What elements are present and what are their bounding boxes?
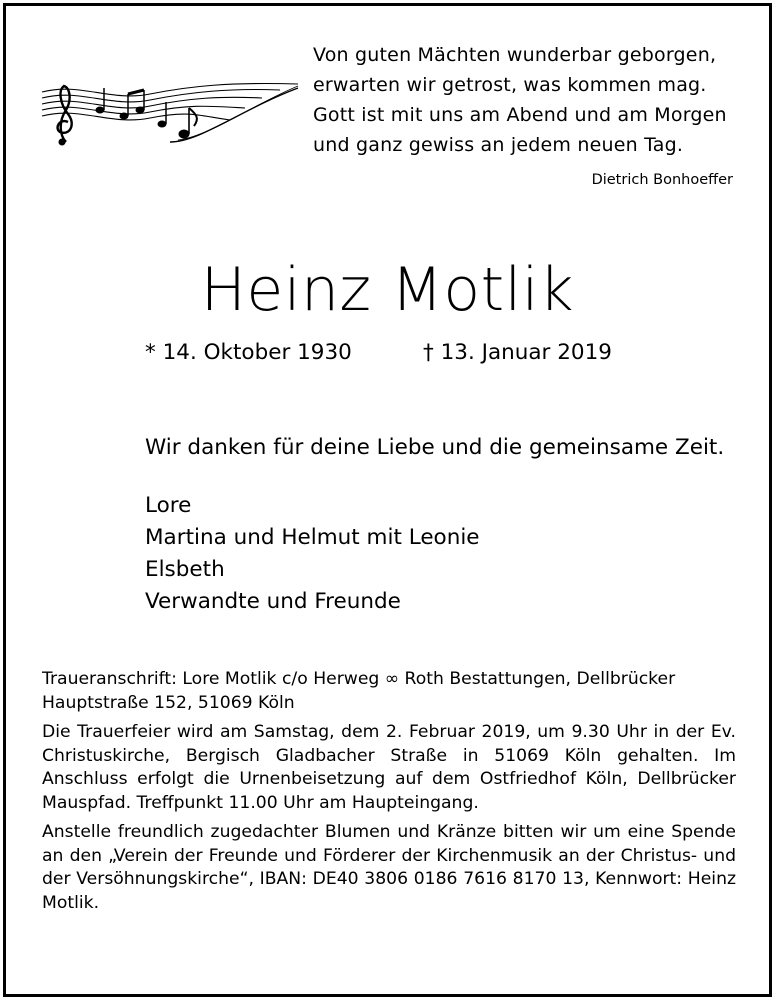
death-date: † 13. Januar 2019	[423, 340, 612, 365]
birth-date: * 14. Oktober 1930	[145, 340, 352, 365]
mourner-name: Elsbeth	[145, 557, 225, 582]
poem-line: Von guten Mächten wunderbar geborgen,	[313, 44, 717, 66]
poem-author: Dietrich Bonhoeffer	[591, 172, 733, 188]
life-dates	[145, 340, 612, 365]
mourning-address: Traueranschrift: Lore Motlik c/o Herweg ∞ Roth Bestattungen, Dellbrücker Hauptstraße 152, 51069 Köln	[42, 669, 676, 713]
ceremony-details: Die Trauerfeier wird am Samstag, dem 2. Februar 2019, um 9.30 Uhr in der Ev. Christuskirche, Bergisch Gladbacher Straße in 51069 Köln gehalten. Im Anschluss erfolgt die Urnenbeisetzung auf dem Ostfriedhof Köln, Dellbrücker Mauspfad. Treffpunkt 11.00 Uhr am Haupteingang.	[42, 722, 736, 813]
poem-line: Gott ist mit uns am Abend und am Morgen	[313, 104, 727, 126]
mourners-list	[145, 490, 480, 618]
poem-line: erwarten wir getrost, was kommen mag.	[313, 74, 707, 96]
poem-line: und ganz gewiss an jedem neuen Tag.	[313, 134, 684, 156]
music-staff-icon	[40, 80, 300, 160]
mourner-name: Verwandte und Freunde	[145, 589, 401, 614]
thanks-text: Wir danken für deine Liebe und die gemeinsame Zeit.	[145, 435, 725, 460]
mourner-name: Martina und Helmut mit Leonie	[145, 525, 480, 550]
funeral-info	[42, 668, 736, 921]
poem-quote	[313, 40, 753, 160]
donation-request: Anstelle freundlich zugedachter Blumen und Kränze bitten wir um eine Spende an den „Verein der Freunde und Förderer der Kirchenmusik an der Christus- und der Versöhnungskirche“, IBAN: DE40 3806 0186 7616 8170 13, Kennwort: Heinz Motlik.	[42, 822, 736, 913]
mourner-name: Lore	[145, 493, 192, 518]
deceased-name: Heinz Motlik	[200, 255, 575, 325]
